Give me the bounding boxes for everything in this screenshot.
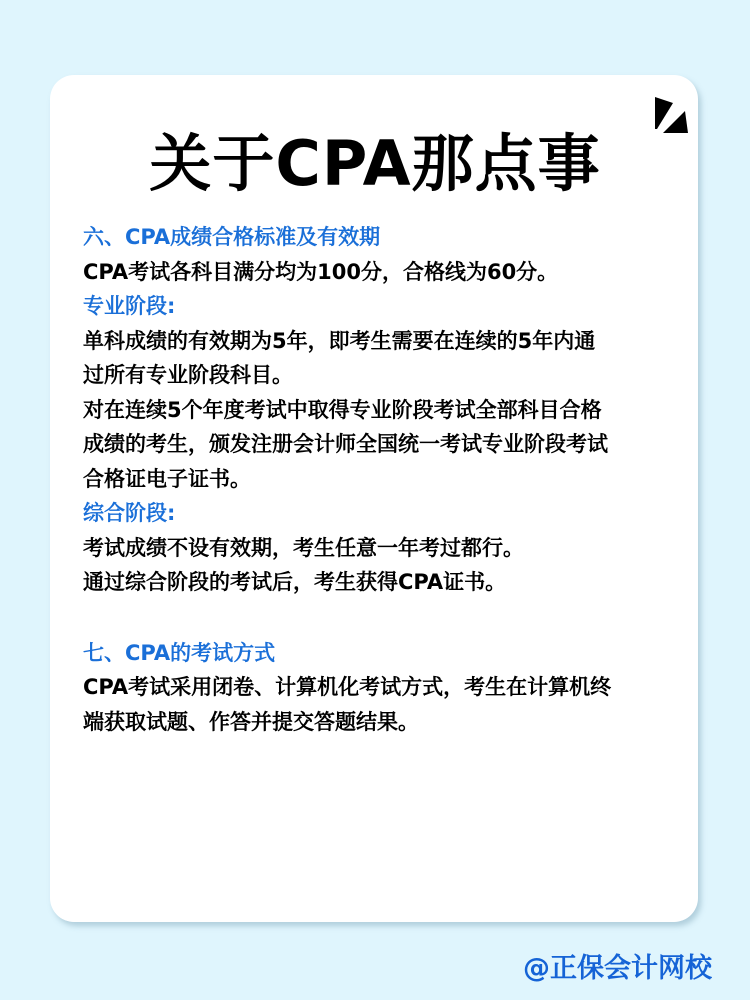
spacer [83, 600, 693, 636]
page-title: 关于CPA那点事 [149, 127, 601, 200]
subsection-label: 专业阶段: [83, 294, 176, 318]
brand-footer: @正保会计网校 [523, 953, 712, 984]
paragraph-line: CPA考试各科目满分均为100分，合格线为60分。 [83, 259, 559, 284]
section-heading: 七、CPA的考试方式 [83, 640, 276, 665]
paragraph-line: 成绩的考生，颁发注册会计师全国统一考试专业阶段考试 [83, 432, 608, 456]
paragraph-line: CPA考试采用闭卷、计算机化考试方式，考生在计算机终 [83, 675, 612, 699]
paragraph-line: 合格证电子证书。 [83, 466, 251, 491]
paragraph-line: 通过综合阶段的考试后，考生获得CPA证书。 [83, 570, 507, 594]
paragraph-line: 考试成绩不设有效期，考生任意一年考过都行。 [83, 535, 524, 560]
paragraph-line: 对在连续5个年度考试中取得专业阶段考试全部科目合格 [83, 397, 602, 422]
subsection-label: 综合阶段: [83, 501, 176, 525]
paragraph-line: 端获取试题、作答并提交答题结果。 [83, 709, 419, 734]
section-heading: 六、CPA成绩合格标准及有效期 [83, 225, 381, 249]
paragraph-line: 过所有专业阶段科目。 [83, 363, 293, 387]
article-body [83, 220, 693, 739]
paragraph-line: 单科成绩的有效期为5年，即考生需要在连续的5年内通 [83, 328, 596, 353]
